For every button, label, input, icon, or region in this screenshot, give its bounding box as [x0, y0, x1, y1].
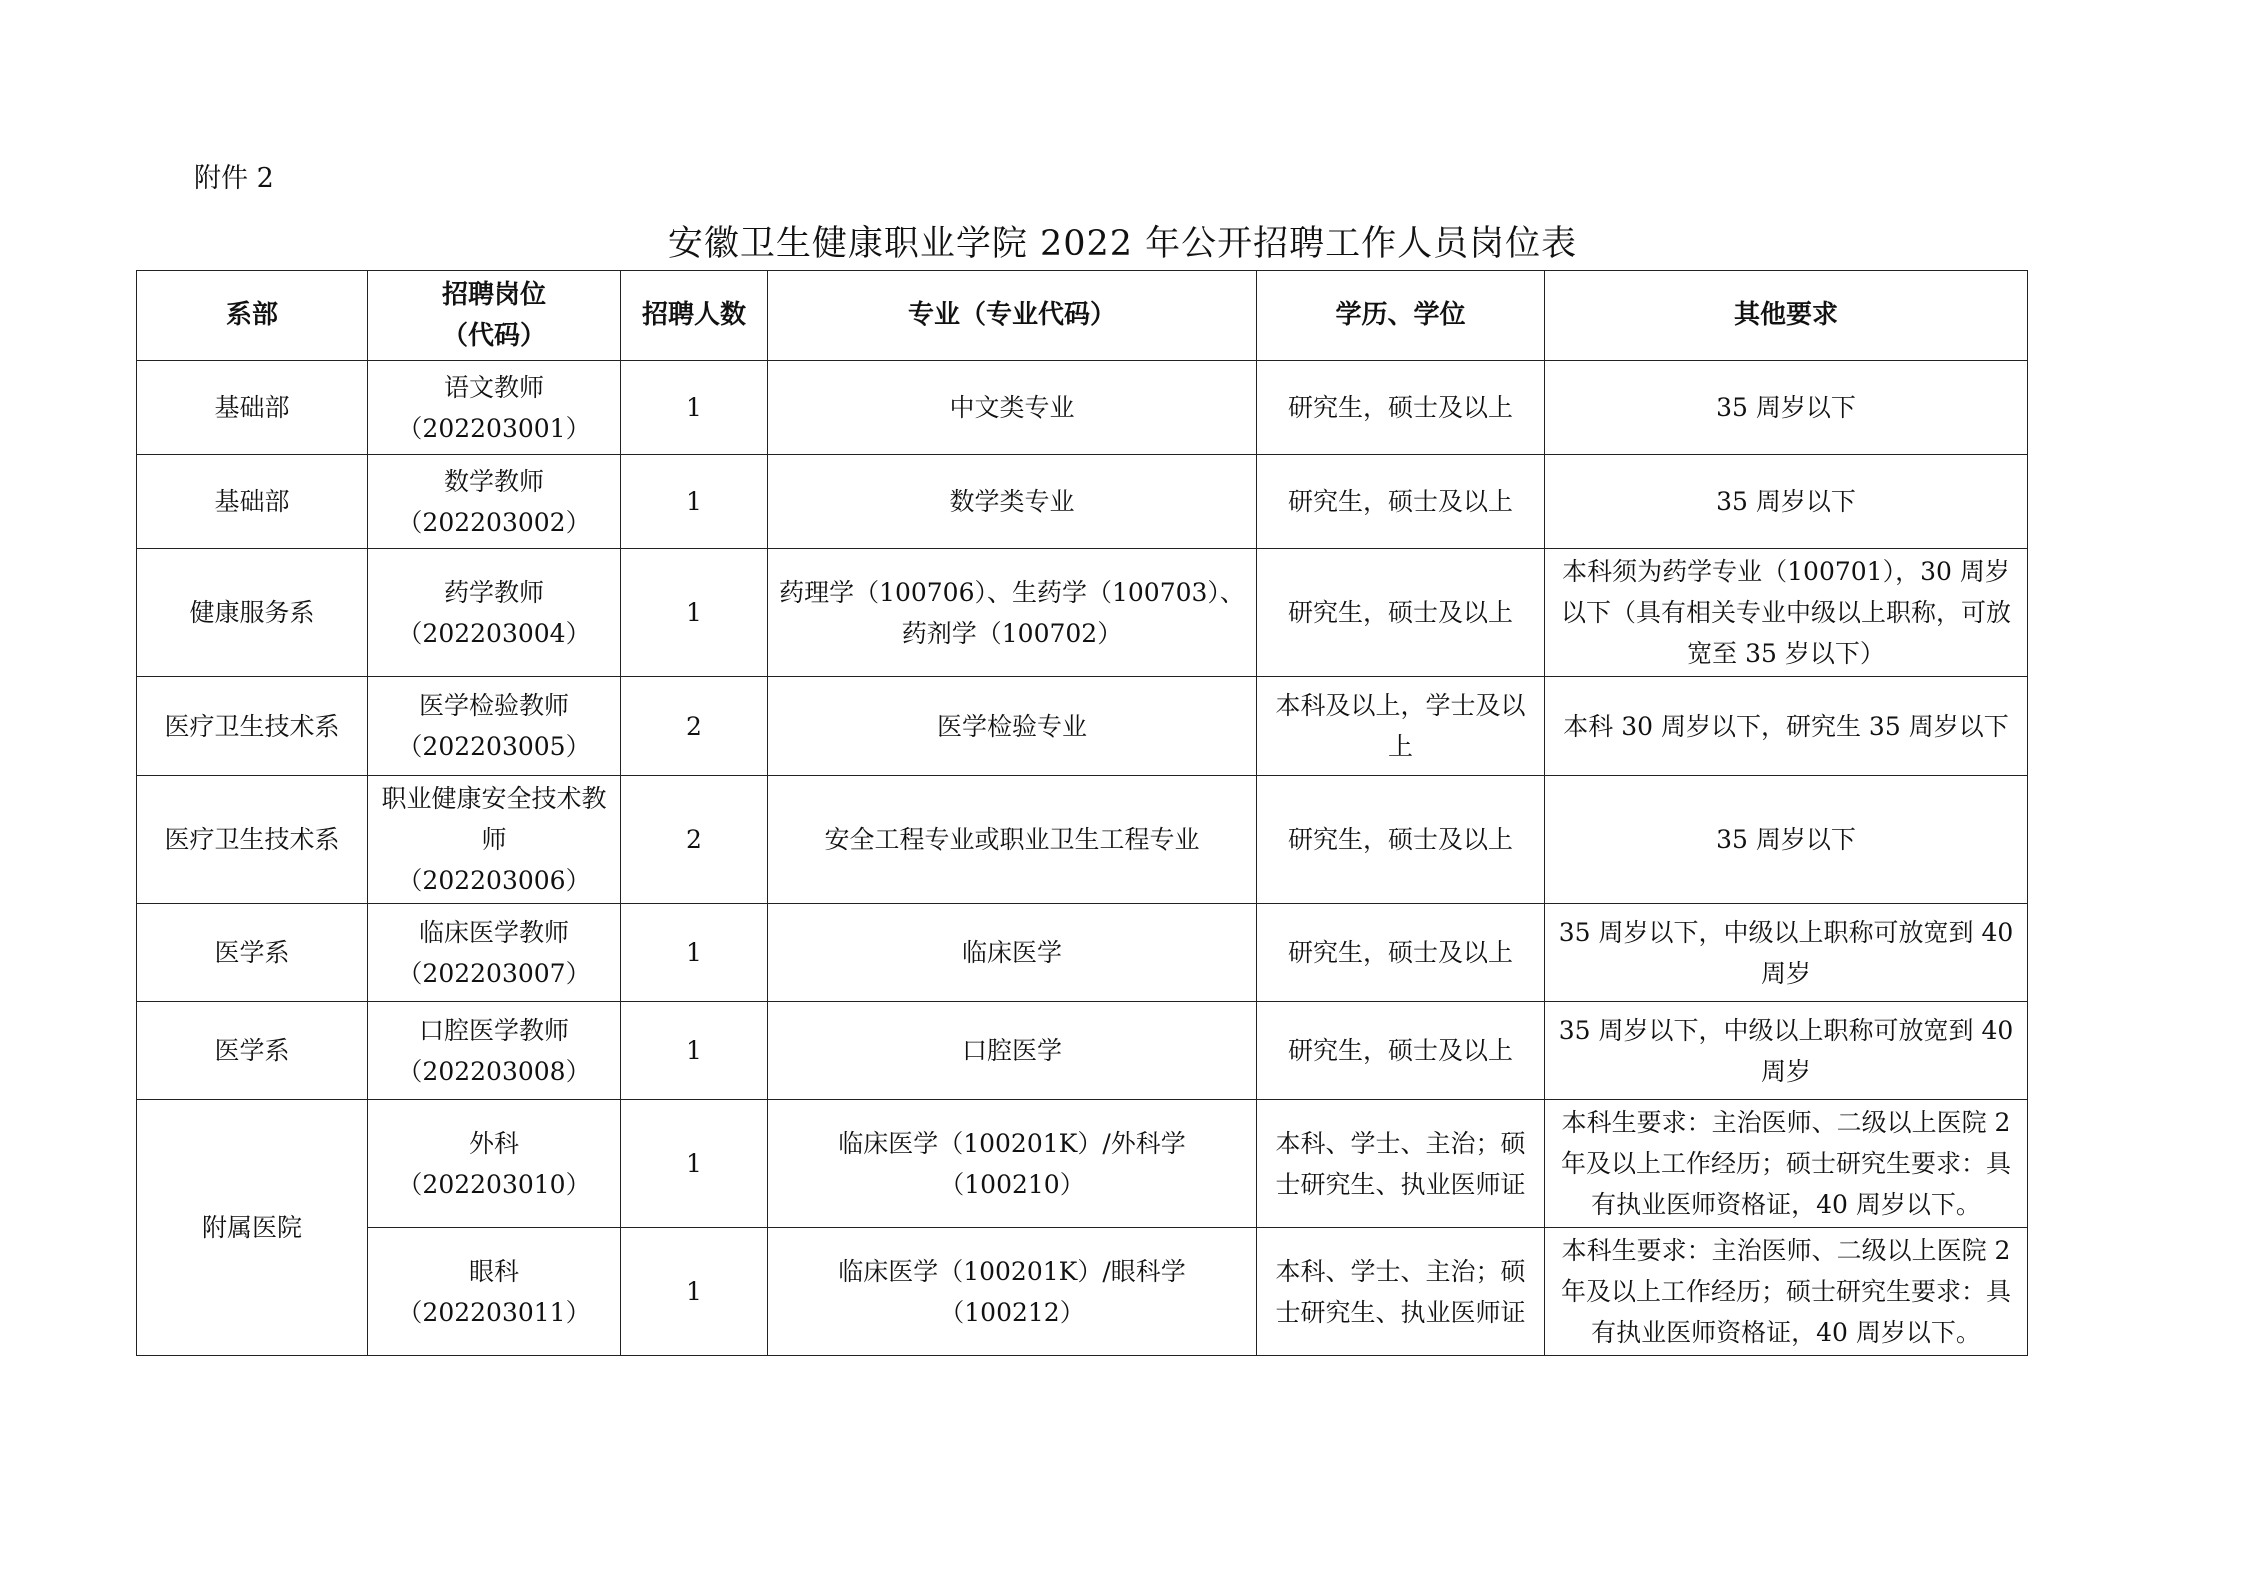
cell-major: 临床医学（100201K）/外科学（100210） [768, 1100, 1257, 1228]
cell-count: 1 [621, 1228, 768, 1356]
post-name: 口腔医学教师 [418, 1015, 569, 1045]
cell-count: 1 [621, 549, 768, 677]
cell-count: 1 [621, 455, 768, 549]
cell-dept: 健康服务系 [137, 549, 368, 677]
cell-major: 药理学（100706）、生药学（100703）、药剂学（100702） [768, 549, 1257, 677]
cell-major: 口腔医学 [768, 1002, 1257, 1100]
cell-dept: 医疗卫生技术系 [137, 776, 368, 904]
cell-other: 本科 30 周岁以下，研究生 35 周岁以下 [1545, 677, 2028, 776]
post-name: 眼科 [468, 1256, 519, 1286]
cell-other: 35 周岁以下 [1545, 776, 2028, 904]
post-code: （202203011） [397, 1297, 591, 1327]
post-code: （202203005） [397, 732, 591, 761]
post-name: 职业健康安全技术教师 [381, 784, 607, 854]
cell-post [368, 904, 621, 1002]
header-dept: 系部 [137, 271, 368, 361]
cell-degree: 研究生，硕士及以上 [1257, 904, 1545, 1002]
cell-major: 安全工程专业或职业卫生工程专业 [768, 776, 1257, 904]
cell-post [368, 549, 621, 677]
cell-dept: 医学系 [137, 904, 368, 1002]
post-name: 语文教师 [443, 372, 544, 402]
cell-post [368, 1002, 621, 1100]
post-name: 临床医学教师 [418, 917, 569, 947]
header-post-line1: 招聘岗位 [441, 279, 546, 310]
table-row [137, 677, 2028, 776]
cell-dept: 附属医院 [137, 1100, 368, 1356]
cell-degree: 研究生，硕士及以上 [1257, 455, 1545, 549]
post-name: 医学检验教师 [418, 691, 569, 720]
cell-count: 1 [621, 1100, 768, 1228]
cell-degree: 本科、学士、主治；硕士研究生、执业医师证 [1257, 1228, 1545, 1356]
post-code: （202203007） [397, 958, 591, 988]
cell-other: 35 周岁以下 [1545, 361, 2028, 455]
cell-count: 1 [621, 1002, 768, 1100]
cell-degree: 本科及以上，学士及以上 [1257, 677, 1545, 776]
header-post [368, 271, 621, 361]
cell-post [368, 677, 621, 776]
table-row [137, 361, 2028, 455]
table-row [137, 1002, 2028, 1100]
cell-other: 本科生要求：主治医师、二级以上医院 2 年及以上工作经历；硕士研究生要求：具有执业医师资格证，40 周岁以下。 [1545, 1100, 2028, 1228]
cell-other: 本科生要求：主治医师、二级以上医院 2 年及以上工作经历；硕士研究生要求：具有执业医师资格证，40 周岁以下。 [1545, 1228, 2028, 1356]
cell-dept: 医疗卫生技术系 [137, 677, 368, 776]
cell-count: 2 [621, 776, 768, 904]
recruitment-table [136, 270, 2028, 1356]
cell-post [368, 1100, 621, 1228]
post-name: 数学教师 [443, 466, 544, 496]
header-other: 其他要求 [1545, 271, 2028, 361]
table-row [137, 776, 2028, 904]
cell-count: 2 [621, 677, 768, 776]
cell-post [368, 455, 621, 549]
cell-degree: 本科、学士、主治；硕士研究生、执业医师证 [1257, 1100, 1545, 1228]
cell-degree: 研究生，硕士及以上 [1257, 1002, 1545, 1100]
table-header-row [137, 271, 2028, 361]
cell-dept: 医学系 [137, 1002, 368, 1100]
cell-major: 临床医学 [768, 904, 1257, 1002]
cell-other: 35 周岁以下 [1545, 455, 2028, 549]
table-row [137, 1228, 2028, 1356]
cell-other: 本科须为药学专业（100701），30 周岁以下（具有相关专业中级以上职称，可放宽至 35 岁以下） [1545, 549, 2028, 677]
post-name: 药学教师 [443, 577, 544, 607]
cell-dept: 基础部 [137, 361, 368, 455]
cell-count: 1 [621, 904, 768, 1002]
post-code: （202203010） [397, 1169, 591, 1199]
cell-dept: 基础部 [137, 455, 368, 549]
table-row [137, 455, 2028, 549]
cell-other: 35 周岁以下，中级以上职称可放宽到 40 周岁 [1545, 1002, 2028, 1100]
header-post-line2: （代码） [441, 320, 546, 351]
header-degree: 学历、学位 [1257, 271, 1545, 361]
cell-post [368, 1228, 621, 1356]
table-row [137, 549, 2028, 677]
header-count: 招聘人数 [621, 271, 768, 361]
cell-degree: 研究生，硕士及以上 [1257, 361, 1545, 455]
cell-major: 中文类专业 [768, 361, 1257, 455]
post-code: （202203008） [397, 1056, 591, 1086]
post-code: （202203006） [397, 866, 591, 895]
cell-major: 数学类专业 [768, 455, 1257, 549]
cell-degree: 研究生，硕士及以上 [1257, 549, 1545, 677]
cell-other: 35 周岁以下，中级以上职称可放宽到 40 周岁 [1545, 904, 2028, 1002]
post-name: 外科 [468, 1128, 519, 1158]
post-code: （202203001） [397, 413, 591, 443]
cell-count: 1 [621, 361, 768, 455]
cell-degree: 研究生，硕士及以上 [1257, 776, 1545, 904]
table-row [137, 1100, 2028, 1228]
post-code: （202203004） [397, 618, 591, 648]
cell-post [368, 361, 621, 455]
cell-major: 临床医学（100201K）/眼科学（100212） [768, 1228, 1257, 1356]
post-code: （202203002） [397, 507, 591, 537]
cell-post [368, 776, 621, 904]
cell-major: 医学检验专业 [768, 677, 1257, 776]
table-row [137, 904, 2028, 1002]
attachment-label: 附件 2 [194, 163, 274, 194]
header-major: 专业（专业代码） [768, 271, 1257, 361]
page-title: 安徽卫生健康职业学院 2022 年公开招聘工作人员岗位表 [667, 224, 1578, 264]
